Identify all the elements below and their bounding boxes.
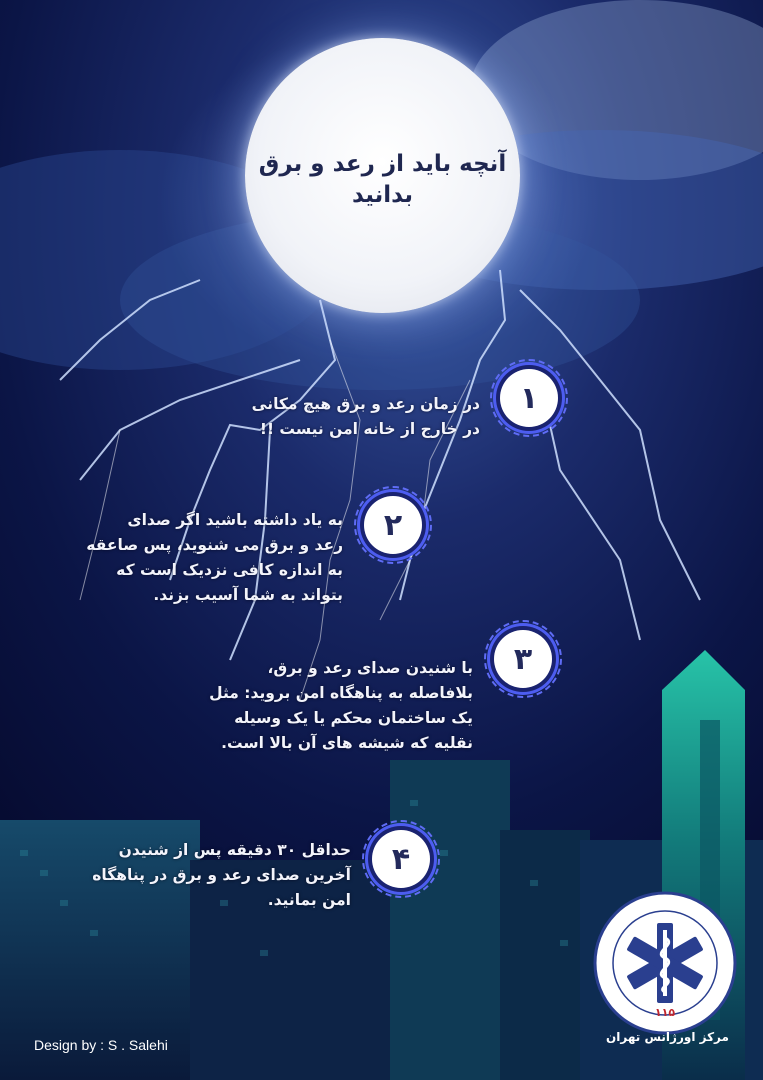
step-1-text: در زمان رعد و برق هیچ مکانی در خارج از خانه امن نیست !! — [251, 395, 480, 438]
step-4-text: حداقل ۳۰ دقیقه پس از شنیدن آخرین صدای رعد و برق در پناهگاه امن بمانید. — [92, 841, 351, 909]
emergency-logo — [590, 888, 740, 1038]
step-1-number — [500, 369, 558, 427]
logo-caption: مرکز اورژانس تهران — [606, 1030, 729, 1044]
title-circle — [245, 38, 520, 313]
step-3-number-label: ۳ — [513, 641, 533, 677]
star-of-life-icon — [590, 888, 740, 1038]
step-2-number-label: ۲ — [383, 507, 403, 543]
svg-text:۱۱۵: ۱۱۵ — [654, 1006, 676, 1019]
design-credit: Design by : S . Salehi — [34, 1037, 168, 1053]
step-2-text: به یاد داشته باشید اگر صدای رعد و برق می شنوید، پس صاعقه به اندازه کافی نزدیک است که بتواند به شما آسیب بزند. — [86, 511, 343, 604]
step-3-text: با شنیدن صدای رعد و برق، بلافاصله به پناهگاه امن بروید: مثل یک ساختمان محکم یا یک وسیله نقلیه که شیشه های آن بالا است. — [209, 659, 473, 752]
page-title: آنچه باید از رعد و برق بدانید — [258, 150, 507, 208]
step-4-number — [372, 830, 430, 888]
step-3-number — [494, 630, 552, 688]
step-4-number-label: ۴ — [391, 841, 411, 877]
step-1-number-label: ۱ — [519, 380, 539, 416]
step-2-number — [364, 496, 422, 554]
